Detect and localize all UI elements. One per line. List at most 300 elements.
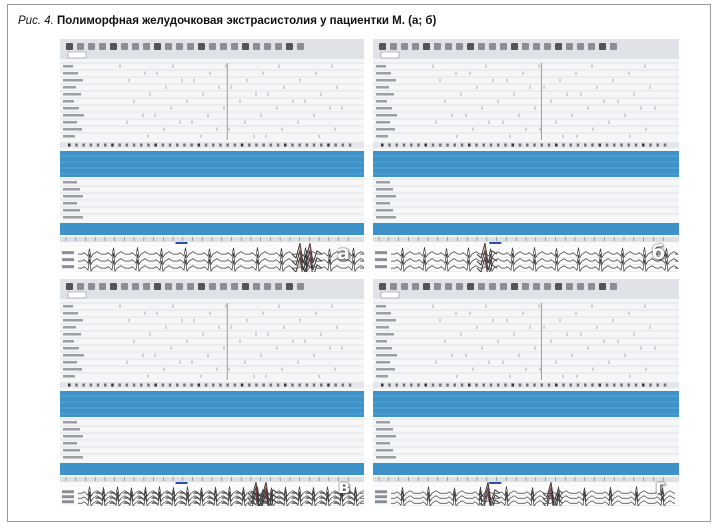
event-strip-mark [234,384,237,387]
event-strip-mark [104,384,107,387]
trend-row-label [63,209,80,212]
toolbar-icon [577,43,584,50]
event-strip-mark [432,144,435,147]
row-label-mark [63,340,74,343]
toolbar-icon [379,43,386,50]
event-strip-mark [349,144,352,147]
event-strip-mark [403,384,406,387]
toolbar-icon [533,283,540,290]
panel-b-photo [373,39,679,272]
event-strip-mark [664,144,667,147]
toolbar-icon [231,43,238,50]
event-strip-mark [154,144,157,147]
event-strip-mark [320,384,323,387]
row-label-mark [376,114,397,117]
event-strip-mark [410,144,413,147]
toolbar-icon [187,43,194,50]
event-strip-mark [147,384,150,387]
event-strip-mark [118,384,121,387]
event-strip-mark [255,384,258,387]
event-strip-mark [533,144,536,147]
trend-band-top [373,151,679,177]
event-strip-mark [162,384,165,387]
ruler-position-marker [176,242,188,244]
event-strip-mark [190,144,193,147]
figure-number: Рис. 4. [18,15,54,27]
event-strip-mark [446,384,449,387]
row-label-mark [63,135,75,138]
toolbar-icon [275,283,282,290]
lead-label-mark [375,495,387,498]
toolbar-icon [456,43,463,50]
event-strip-mark [417,144,420,147]
toolbar-icon [445,283,452,290]
toolbar-icon [198,43,205,50]
holter-screen-a [60,39,364,272]
event-strip-mark [205,384,208,387]
toolbar-icon [286,43,293,50]
row-label-mark [376,86,389,89]
toolbar-icon [544,43,551,50]
toolbar-icon [599,283,606,290]
figure-title: Полиморфная желудочковая экстрасистолия у пациентки М. (а; б) [57,15,437,27]
toolbar-icon [220,283,227,290]
figure-caption [18,15,436,27]
panel-b-label: б [651,242,665,264]
trend-row-label [63,456,83,459]
lead-label-mark [62,265,74,268]
toolbar-icon [220,43,227,50]
toolbar-icon [434,283,441,290]
trend-band-bottom [60,223,364,235]
event-strip-mark [97,384,100,387]
lead-label-mark [375,500,387,503]
row-label-mark [63,361,77,364]
event-strip-mark [635,384,638,387]
event-strip-mark [140,144,143,147]
trend-band-bottom [373,463,679,475]
event-strip-mark [262,384,265,387]
toolbar-icon [566,43,573,50]
row-label-mark [376,312,391,315]
toolbar-icon [165,283,172,290]
event-strip-mark [291,144,294,147]
toolbar-icon [187,283,194,290]
toolbar-icon [577,283,584,290]
toolbar-icon [66,43,73,50]
row-label-mark [376,107,392,110]
event-strip-mark [176,144,179,147]
event-strip-mark [628,384,631,387]
event-strip-mark [461,144,464,147]
event-strip-mark [635,144,638,147]
toolbar-icon [489,43,496,50]
event-strip-mark [439,144,442,147]
event-strip-mark [118,144,121,147]
trend-row-label [376,428,393,431]
toolbar-icon [209,283,216,290]
event-strip-mark [82,384,85,387]
event-strip-mark [432,384,435,387]
event-strip-mark [664,384,667,387]
event-strip-mark [577,144,580,147]
event-strip-mark [75,384,78,387]
event-strip-mark [584,144,587,147]
event-strip-mark [504,144,507,147]
trend-band-top [60,151,364,177]
row-label-mark [376,326,389,329]
event-strip-mark [349,384,352,387]
event-strip-mark [388,384,391,387]
row-label-mark [376,72,391,75]
toolbar-icon [478,283,485,290]
trend-row-label [376,181,390,184]
trend-row-label [63,435,83,438]
toolbar-icon [99,43,106,50]
toolbar-icon [176,43,183,50]
row-label-mark [376,121,390,124]
trend-band-top [373,391,679,417]
holter-screen-d [373,279,679,506]
toolbar-icon [154,43,161,50]
event-strip-mark [570,384,573,387]
toolbar-icon [132,43,139,50]
toolbar-icon [143,283,150,290]
toolbar-icon [264,43,271,50]
event-strip-mark [519,384,522,387]
row-label-mark [63,333,81,336]
event-strip-mark [262,144,265,147]
trend-band-bottom [373,223,679,235]
toolbar-icon [286,283,293,290]
lead-label-mark [62,500,74,503]
row-label-mark [63,100,74,103]
event-strip-mark [111,384,114,387]
event-strip-mark [198,384,201,387]
event-strip-mark [388,144,391,147]
event-strip-mark [454,144,457,147]
toolbar-icon [610,43,617,50]
panel-c-label: в [337,476,350,498]
event-strip-mark [219,144,222,147]
event-strip-mark [599,384,602,387]
toolbar-icon [456,283,463,290]
event-strip-mark [403,144,406,147]
event-strip-mark [298,384,301,387]
event-strip-mark [147,144,150,147]
row-label-mark [376,375,388,378]
toolbar-icon [176,283,183,290]
trend-row-label [376,188,393,191]
toolbar-icon [390,283,397,290]
event-strip-mark [226,384,229,387]
row-label-mark [63,354,84,357]
toolbar-icon [445,43,452,50]
row-label-mark [376,93,394,96]
row-label-mark [376,319,396,322]
toolbar-icon [401,283,408,290]
toolbar-icon [132,283,139,290]
holter-screen-c [60,279,364,506]
toolbar-icon [110,283,117,290]
lead-label-mark [62,495,74,498]
event-strip-mark [212,144,215,147]
event-strip-mark [613,144,616,147]
event-strip-mark [140,384,143,387]
toolbar-icon [610,283,617,290]
row-label-mark [63,79,83,82]
toolbar-icon [533,43,540,50]
toolbar-icon [500,283,507,290]
event-strip-mark [190,384,193,387]
toolbar-icon [544,283,551,290]
row-label-mark [63,128,82,131]
event-strip-mark [306,144,309,147]
toolbar-icon [77,43,84,50]
trend-row-label [63,428,80,431]
event-strip-mark [591,384,594,387]
toolbar-icon [77,283,84,290]
row-label-mark [376,79,396,82]
row-label-mark [376,361,390,364]
panel-a-label: а [337,242,350,264]
event-strip-mark [584,384,587,387]
trend-row-label [376,202,390,205]
event-strip-mark [497,384,500,387]
trend-row-label [376,442,390,445]
toolbar-icon [500,43,507,50]
toolbar-field [381,292,399,298]
row-label-mark [63,93,81,96]
toolbar-icon [242,283,249,290]
event-strip-mark [277,144,280,147]
event-strip-mark [219,384,222,387]
event-strip-mark [205,144,208,147]
trend-row-label [63,195,83,198]
event-strip-mark [334,144,337,147]
toolbar-icon [231,283,238,290]
toolbar-icon [253,43,260,50]
trend-row-label [63,421,77,424]
event-strip-mark [97,144,100,147]
toolbar-icon [423,43,430,50]
trend-row-label [376,421,390,424]
event-strip-mark [183,144,186,147]
toolbar-icon [390,43,397,50]
event-strip-mark [270,144,273,147]
toolbar-icon [511,43,518,50]
row-label-mark [63,368,82,371]
trend-row-label [376,209,393,212]
event-strip-mark [454,384,457,387]
toolbar-icon [467,43,474,50]
event-strip-mark [327,144,330,147]
toolbar-icon [599,43,606,50]
trend-row-label [376,449,393,452]
row-label-mark [63,305,73,308]
event-strip-mark [512,384,515,387]
row-label-mark [63,114,84,117]
event-strip-mark [490,144,493,147]
event-strip-mark [284,144,287,147]
event-strip-mark [526,384,529,387]
event-strip-mark [657,384,660,387]
event-strip-mark [334,384,337,387]
trend-row-label [63,442,77,445]
event-strip-mark [234,144,237,147]
event-strip-mark [241,144,244,147]
holter-screen-b [373,39,679,272]
event-strip-mark [306,384,309,387]
event-strip-mark [410,384,413,387]
event-strip-mark [396,384,399,387]
row-label-mark [376,347,392,350]
event-strip-mark [555,384,558,387]
toolbar-icon [121,283,128,290]
event-strip-mark [126,384,129,387]
event-strip-mark [270,384,273,387]
event-strip-mark [313,384,316,387]
row-label-mark [63,312,78,315]
trend-row-label [63,188,80,191]
event-strip-mark [570,144,573,147]
row-label-mark [376,354,397,357]
toolbar-icon [489,283,496,290]
event-strip-mark [226,144,229,147]
event-strip-mark [169,144,172,147]
lead-label-mark [62,251,74,254]
event-strip-mark [75,144,78,147]
event-strip-mark [255,144,258,147]
toolbar-icon [143,43,150,50]
event-strip-mark [162,144,165,147]
panel-d-label: г [655,476,665,498]
row-label-mark [63,319,83,322]
event-strip-mark [548,144,551,147]
event-strip-mark [606,384,609,387]
event-strip-mark [620,384,623,387]
event-strip-mark [475,384,478,387]
row-label-mark [376,305,386,308]
event-strip-mark [111,144,114,147]
event-strip-mark [68,144,71,147]
event-strip-mark [248,144,251,147]
row-label-mark [63,326,76,329]
row-label-mark [376,128,395,131]
trend-row-label [376,216,396,219]
event-strip-mark [417,384,420,387]
event-strip-mark [599,144,602,147]
toolbar-icon [110,43,117,50]
row-label-mark [376,333,394,336]
toolbar-icon [165,43,172,50]
toolbar-icon [401,43,408,50]
event-strip-mark [313,144,316,147]
event-strip-mark [320,144,323,147]
toolbar-icon [588,283,595,290]
toolbar-icon [99,283,106,290]
row-label-mark [376,340,387,343]
event-strip-mark [298,144,301,147]
ruler-position-marker [489,242,501,244]
toolbar-icon [555,283,562,290]
trend-row-label [63,181,77,184]
panel-d-photo [373,279,679,506]
row-label-mark [376,135,388,138]
row-label-mark [376,100,387,103]
event-strip-mark [133,384,136,387]
lead-label-mark [62,258,74,261]
event-strip-mark [490,384,493,387]
event-strip-mark [541,144,544,147]
event-strip-mark [248,384,251,387]
event-strip-mark [591,144,594,147]
event-strip-mark [468,384,471,387]
trend-row-label [63,202,77,205]
event-strip-mark [241,384,244,387]
event-strip-mark [183,384,186,387]
row-label-mark [63,375,75,378]
row-label-mark [63,347,79,350]
event-strip-mark [68,384,71,387]
lead-label-mark [375,490,387,493]
event-strip-mark [277,384,280,387]
toolbar-icon [478,43,485,50]
lead-label-mark [62,490,74,493]
toolbar-icon [154,283,161,290]
lead-label-mark [375,258,387,261]
toolbar-icon [555,43,562,50]
toolbar-icon [209,43,216,50]
panel-c-photo [60,279,364,506]
event-strip-mark [519,144,522,147]
toolbar-icon [412,43,419,50]
event-strip-mark [104,144,107,147]
event-strip-mark [176,384,179,387]
event-strip-mark [82,144,85,147]
trend-row-label [63,216,83,219]
trend-row-label [376,195,396,198]
toolbar-icon [566,283,573,290]
row-label-mark [63,72,78,75]
event-strip-mark [657,144,660,147]
event-strip-mark [562,384,565,387]
event-strip-mark [642,144,645,147]
event-strip-mark [446,144,449,147]
event-strip-mark [468,144,471,147]
event-strip-mark [555,144,558,147]
event-strip-mark [381,144,384,147]
event-strip-mark [606,144,609,147]
trend-band-bottom [60,463,364,475]
event-strip-mark [425,144,428,147]
event-strip-mark [169,384,172,387]
trend-band-top [60,391,364,417]
event-strip-mark [126,144,129,147]
event-strip-mark [425,384,428,387]
event-strip-mark [342,384,345,387]
trend-row-label [63,449,80,452]
event-strip-mark [133,144,136,147]
toolbar-icon [88,283,95,290]
row-label-mark [63,86,76,89]
event-strip-mark [90,144,93,147]
row-label-mark [63,65,73,68]
event-strip-mark [548,384,551,387]
event-strip-mark [649,384,652,387]
event-strip-mark [483,384,486,387]
event-strip-mark [284,384,287,387]
